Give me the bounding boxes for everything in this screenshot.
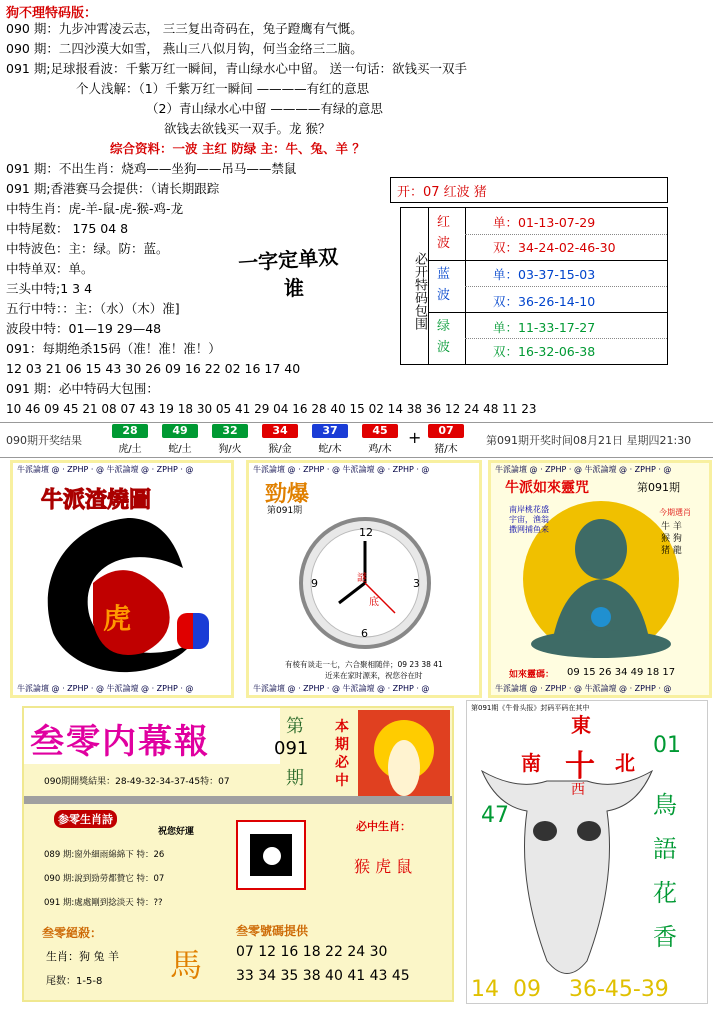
result-ball: 49 xyxy=(162,424,198,438)
panel-skull xyxy=(466,700,708,1004)
line-five-elements: 五行中特：：主：（水）（木）准] xyxy=(6,301,180,316)
wave-table-header-box xyxy=(390,177,668,203)
kill-tail: 尾数：1-5-8 xyxy=(46,976,103,987)
buddha-foot: 09 15 26 34 49 18 17 xyxy=(567,667,676,678)
svg-text:9: 9 xyxy=(311,577,318,590)
paper-period: 091 xyxy=(274,738,309,759)
skull-header: 第091期《牛骨头报》封码平码在其中 xyxy=(471,704,590,712)
wave-green-double: 双：16-32-06-38 xyxy=(493,344,596,359)
skull-ten: 十 xyxy=(565,749,595,784)
skull-char: 香 xyxy=(653,923,677,951)
must-hit: 本期必中 xyxy=(335,719,349,789)
handwritten-note-2: 谁 xyxy=(284,276,304,300)
result-zodiac: 狗/火 xyxy=(218,444,242,455)
wave-green-label: 绿波 xyxy=(437,319,451,355)
skull-bottom: 14 09 36-45-39 xyxy=(471,977,669,1002)
number-row: 07 12 16 18 22 24 30 xyxy=(236,944,388,960)
results-label: 090期开奖结果 xyxy=(6,434,82,447)
skull-char: 語 xyxy=(653,835,677,863)
panel-buddha: 牛派論壇 @ · ZPHP · @ 牛派論壇 @ · ZPHP · @ 牛派論壇 @ · ZPHP · @ 牛派論壇 @ · ZPHP · @ 牛派如來靈咒 第091期 南岸桃花盛宇宙，渔翁撒网捕鱼来 今期選肖 牛 羊 猴 狗 猪 龍 如來靈碼： 09 15 26 34 49 18 17 xyxy=(488,460,712,698)
poem-section: 参零生肖詩 xyxy=(54,810,117,828)
wave-green-single: 单：11-33-17-27 xyxy=(493,320,596,335)
horse-glyph: 馬 xyxy=(170,946,203,984)
panel3-period: 第091期 xyxy=(637,481,680,494)
must-zodiac-label: 必中生肖： xyxy=(356,820,411,833)
line-hk-jockey: 091 期;香港赛马会提供：（请长期跟踪 xyxy=(6,181,220,196)
paper-period-bot: 期 xyxy=(286,768,304,789)
plus-sign: + xyxy=(408,428,422,447)
skull-icon xyxy=(477,761,657,991)
panel-clock: 牛派論壇 @ · ZPHP · @ 牛派論壇 @ · ZPHP · @ 牛派論壇 @ · ZPHP · @ 牛派論壇 @ · ZPHP · @ 勁爆 第091期 12 3 6 9 謎 底 有棱有谈走一七，六合聚相随伴；09 23 38 41 近来在家时源来，祝您谷在时 xyxy=(246,460,482,698)
must-zodiac: 猴 虎 鼠 xyxy=(354,857,413,876)
interpretation-1: 个人浅解：（1）千紫万红一瞬间 ————有红的意思 xyxy=(76,81,370,96)
panel3-title: 牛派如來靈咒 xyxy=(505,480,589,496)
skull-east: 東 xyxy=(571,713,591,737)
page-title: 狗不理特码版： xyxy=(6,6,98,21)
line-band: 波段中特：01—19 29—48 xyxy=(6,321,162,336)
result-zodiac: 鸡/木 xyxy=(368,444,392,455)
line-surround: 091 期：必中特码大包围： xyxy=(6,381,159,396)
line-no-zodiac: 091 期：不出生肖：烧鸡——坐狗——吊马——禁鼠 xyxy=(6,161,297,176)
wave-blue-label: 蓝波 xyxy=(437,267,451,303)
results-bar xyxy=(0,422,713,458)
result-ball: 37 xyxy=(312,424,348,438)
panel2-foot-1: 有棱有谈走一七，六合聚相随伴；09 23 38 41 xyxy=(285,660,443,669)
poem-line: 089 期:窗外細雨綿綿下 特：26 xyxy=(44,850,165,860)
panel1-title: 牛派渣燒圖 xyxy=(41,488,152,513)
paper-period-top: 第 xyxy=(286,716,304,737)
interpretation-2: （2）青山绿水心中留 ————有绿的意思 xyxy=(146,101,383,116)
svg-text:虎: 虎 xyxy=(103,602,132,635)
buddha-zodiacs: 牛 羊 猴 狗 猪 龍 xyxy=(661,522,682,556)
result-ball: 28 xyxy=(112,424,148,438)
poem-line: 091 期:處處剛到捻淡天 特：?? xyxy=(44,898,163,908)
line-090-b: 090 期：二四沙漠大如雪， 燕山三八似月钩，何当金络三二脑。 xyxy=(6,41,363,56)
line-091-football: 091 期;足球报看波：千紫万红一瞬间，青山绿水心中留。 送一句话：欲钱买一双手 xyxy=(6,61,468,76)
next-draw-time: 第091期开奖时间08月21日 星期四21:30 xyxy=(486,434,692,447)
summary-line: 综合资料：一波 主红 防绿 主：牛、兔、羊 ？ xyxy=(110,141,365,156)
result-zodiac: 蛇/木 xyxy=(318,444,342,455)
panel-newspaper xyxy=(22,706,454,1002)
panel1-period: 第091期 xyxy=(105,524,141,534)
skull-char: 花 xyxy=(653,879,677,907)
paper-title: 叁零内幕報 xyxy=(30,722,210,762)
paper-result: 090期開獎結果：28-49-32-34-37-45特：07 xyxy=(44,777,230,787)
line-surround-numbers: 10 46 09 45 21 08 07 43 19 18 30 05 41 29 04 16 28 40 15 02 14 38 36 12 24 48 11 23 xyxy=(6,402,537,416)
result-zodiac: 蛇/土 xyxy=(168,444,192,455)
line-tail: 中特尾数： 175 04 8 xyxy=(6,221,129,236)
wave-table-header: 开：07 红波 猪 xyxy=(397,185,487,200)
skull-47: 47 xyxy=(481,803,509,828)
numbers-label: 叁零號碼提供 xyxy=(236,924,309,938)
wave-blue-double: 双：36-26-14-10 xyxy=(493,294,596,309)
buddha-verse: 南岸桃花盛宇宙，渔翁撒网捕鱼来 xyxy=(509,505,549,534)
kill-zodiac: 生肖：狗 兔 羊 xyxy=(46,950,119,963)
svg-text:3: 3 xyxy=(413,577,420,590)
zodiac-hint: 今期選肖 xyxy=(659,508,691,517)
special-zodiac: 猪/木 xyxy=(434,444,458,455)
result-ball: 34 xyxy=(262,424,298,438)
panel2-title: 勁爆 xyxy=(265,482,310,507)
clock-center-1: 謎 xyxy=(357,573,367,584)
line-wave-color: 中特波色：主：绿。防：蓝。 xyxy=(6,241,169,256)
result-zodiac: 虎/土 xyxy=(118,444,142,455)
line-zodiac: 中特生肖：虎-羊-鼠-虎-猴-鸡-龙 xyxy=(6,201,184,216)
result-ball: 32 xyxy=(212,424,248,438)
panel2-foot-2: 近来在家时源来，祝您谷在时 xyxy=(325,671,423,680)
wave-red-single: 单：01-13-07-29 xyxy=(493,215,596,230)
clock-center-2: 底 xyxy=(369,597,379,608)
line-090-a: 090 期：九步冲霄凌云志， 三三复出奇码在，兔子蹬鹰有气慨。 xyxy=(6,21,363,36)
absolute-kill: 叁零絕殺： xyxy=(42,926,103,940)
skull-west: 西 xyxy=(571,782,585,798)
special-ball: 07 xyxy=(428,424,464,438)
wave-table-left: 必开特码包围 xyxy=(401,208,429,364)
skull-north: 北 xyxy=(615,751,635,775)
buddha-foot-label: 如來靈碼： xyxy=(509,670,555,680)
number-row: 33 34 35 38 40 41 43 45 xyxy=(236,968,410,984)
wish-text: 祝您好運 xyxy=(158,827,195,837)
skull-01: 01 xyxy=(653,733,681,758)
logo-box xyxy=(236,820,306,890)
svg-text:12: 12 xyxy=(359,526,373,539)
line-odd-even: 中特单双：单。 xyxy=(6,261,94,276)
poem-line: 090 期:說到勁勞都贊它 特：07 xyxy=(44,874,165,884)
interpretation-3: 欲钱去欲钱买一双手。龙 猴？ xyxy=(164,121,331,136)
deity-image xyxy=(358,710,450,800)
panel-fire-chart: 牛派論壇 @ · ZPHP · @ 牛派論壇 @ · ZPHP · @ 牛派論壇 @ · ZPHP · @ 牛派論壇 @ · ZPHP · @ 牛派渣燒圖 虎 第091期 xyxy=(10,460,234,698)
wave-red-double: 双：34-24-02-46-30 xyxy=(493,240,616,255)
line-head: 三头中特;1 3 4 xyxy=(6,281,93,296)
svg-text:6: 6 xyxy=(361,627,368,640)
skull-south: 南 xyxy=(521,751,541,775)
result-ball: 45 xyxy=(362,424,398,438)
handwritten-note: 一字定单双 xyxy=(237,244,339,276)
skull-char: 鳥 xyxy=(653,791,677,819)
wave-red-label: 红波 xyxy=(437,215,451,251)
result-zodiac: 猴/金 xyxy=(268,444,292,455)
wave-blue-single: 单：03-37-15-03 xyxy=(493,267,596,282)
panel2-period: 第091期 xyxy=(267,506,303,516)
swirl-icon xyxy=(33,513,223,683)
line-kill: 091：每期绝杀15码（准！准！准！） xyxy=(6,341,221,356)
line-kill-numbers: 12 03 21 06 15 43 30 26 09 16 22 02 16 17 40 xyxy=(6,361,301,376)
wave-table xyxy=(400,207,668,365)
